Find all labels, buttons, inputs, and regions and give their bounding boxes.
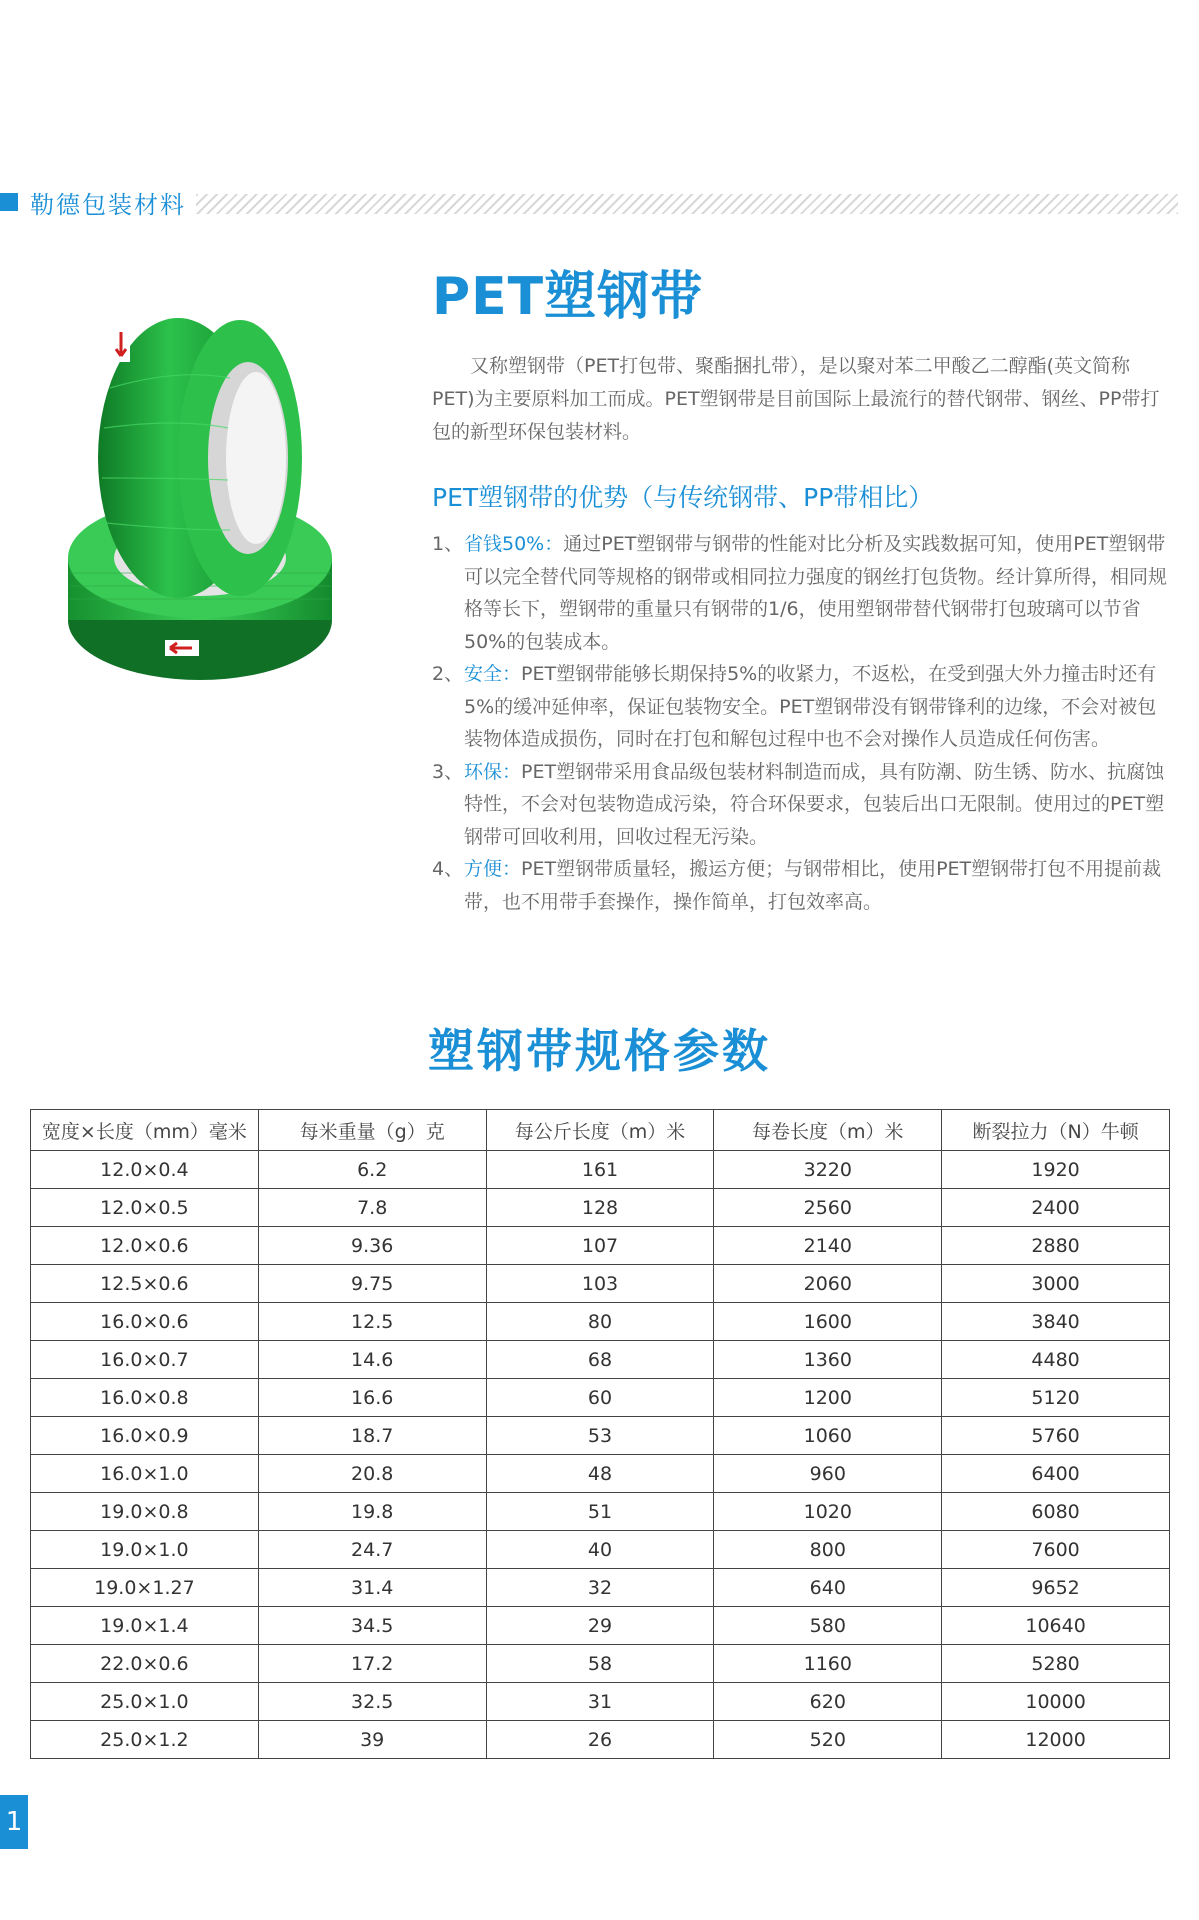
spec-table — [30, 1109, 1170, 1759]
product-title: PET塑钢带 — [432, 267, 704, 327]
spec-title: 塑钢带规格参数 — [428, 1024, 771, 1078]
advantage-number: 4、 — [432, 858, 464, 880]
table-cell: 19.0×1.27 — [31, 1569, 259, 1607]
table-cell: 40 — [486, 1531, 714, 1569]
advantage-text: PET塑钢带采用食品级包装材料制造而成，具有防潮、防生锈、防水、抗腐蚀特性，不会对包装物造成污染，符合环保要求，包装后出口无限制。使用过的PET塑钢带可回收利用，回收过程无污染。 — [464, 760, 1165, 848]
table-row — [31, 1151, 1170, 1189]
table-cell: 12000 — [942, 1721, 1170, 1759]
table-cell: 48 — [486, 1455, 714, 1493]
table-cell: 9.36 — [258, 1227, 486, 1265]
table-cell: 128 — [486, 1189, 714, 1227]
spec-table-body — [31, 1151, 1170, 1759]
table-cell: 20.8 — [258, 1455, 486, 1493]
header-cell: 每米重量（g）克 — [258, 1110, 486, 1151]
table-cell: 16.0×0.6 — [31, 1303, 259, 1341]
table-cell: 1020 — [714, 1493, 942, 1531]
brand-header — [0, 188, 1199, 222]
table-cell: 1360 — [714, 1341, 942, 1379]
table-cell: 6080 — [942, 1493, 1170, 1531]
table-cell: 80 — [486, 1303, 714, 1341]
page-number-tab — [0, 1795, 28, 1849]
table-cell: 19.0×1.4 — [31, 1607, 259, 1645]
table-cell: 800 — [714, 1531, 942, 1569]
table-cell: 2060 — [714, 1265, 942, 1303]
table-cell: 34.5 — [258, 1607, 486, 1645]
table-cell: 640 — [714, 1569, 942, 1607]
table-cell: 161 — [486, 1151, 714, 1189]
table-cell: 960 — [714, 1455, 942, 1493]
table-cell: 2140 — [714, 1227, 942, 1265]
table-row — [31, 1341, 1170, 1379]
table-cell: 22.0×0.6 — [31, 1645, 259, 1683]
table-cell: 18.7 — [258, 1417, 486, 1455]
table-row — [31, 1227, 1170, 1265]
table-cell: 12.0×0.4 — [31, 1151, 259, 1189]
table-cell: 12.5 — [258, 1303, 486, 1341]
table-cell: 68 — [486, 1341, 714, 1379]
table-row — [31, 1303, 1170, 1341]
table-cell: 6400 — [942, 1455, 1170, 1493]
advantage-text: PET塑钢带质量轻，搬运方便；与钢带相比，使用PET塑钢带打包不用提前裁带，也不用带手套操作，操作简单，打包效率高。 — [464, 858, 1162, 913]
table-cell: 5120 — [942, 1379, 1170, 1417]
advantage-text: 通过PET塑钢带与钢带的性能对比分析及实践数据可知，使用PET塑钢带可以完全替代同等规格的钢带或相同拉力强度的钢丝打包货物。经计算所得，相同规格等长下，塑钢带的重量只有钢带的1/6，使用塑钢带替代钢带打包玻璃可以节省50%的包装成本。 — [464, 533, 1168, 653]
table-cell: 25.0×1.0 — [31, 1683, 259, 1721]
advantage-number: 2、 — [432, 663, 464, 685]
table-cell: 3220 — [714, 1151, 942, 1189]
table-cell: 4480 — [942, 1341, 1170, 1379]
product-intro: 又称塑钢带（PET打包带、聚酯捆扎带），是以聚对苯二甲酸乙二醇酯(英文简称PET)为主要原料加工而成。PET塑钢带是目前国际上最流行的替代钢带、钢丝、PP带打包的新型环保包装材料。 — [432, 355, 1160, 443]
table-cell: 26 — [486, 1721, 714, 1759]
table-cell: 2400 — [942, 1189, 1170, 1227]
table-cell: 107 — [486, 1227, 714, 1265]
table-cell: 520 — [714, 1721, 942, 1759]
advantage-key: 方便： — [464, 858, 522, 880]
table-cell: 16.0×0.7 — [31, 1341, 259, 1379]
header-cell: 每卷长度（m）米 — [714, 1110, 942, 1151]
table-cell: 16.0×1.0 — [31, 1455, 259, 1493]
table-cell: 1600 — [714, 1303, 942, 1341]
table-cell: 39 — [258, 1721, 486, 1759]
advantage-item — [432, 853, 1172, 918]
advantage-number: 1、 — [432, 533, 464, 555]
table-cell: 6.2 — [258, 1151, 486, 1189]
table-cell: 103 — [486, 1265, 714, 1303]
table-cell: 3840 — [942, 1303, 1170, 1341]
table-cell: 32 — [486, 1569, 714, 1607]
header-cell: 断裂拉力（N）牛顿 — [942, 1110, 1170, 1151]
table-cell: 620 — [714, 1683, 942, 1721]
table-cell: 2880 — [942, 1227, 1170, 1265]
advantage-key: 省钱50%： — [464, 533, 564, 555]
table-cell: 16.0×0.9 — [31, 1417, 259, 1455]
advantage-text: PET塑钢带能够长期保持5%的收紧力，不返松，在受到强大外力撞击时还有5%的缓冲延伸率，保证包装物安全。PET塑钢带没有钢带锋利的边缘，不会对被包装物体造成损伤，同时在打包和解包过程中也不会对操作人员造成任何伤害。 — [464, 663, 1157, 750]
table-cell: 29 — [486, 1607, 714, 1645]
table-cell: 1200 — [714, 1379, 942, 1417]
header-cell: 宽度×长度（mm）毫米 — [31, 1110, 259, 1151]
decorative-stripes — [196, 194, 1178, 214]
table-row — [31, 1531, 1170, 1569]
table-cell: 1160 — [714, 1645, 942, 1683]
table-cell: 10000 — [942, 1683, 1170, 1721]
table-row — [31, 1189, 1170, 1227]
advantages-list — [432, 528, 1172, 918]
table-cell: 17.2 — [258, 1645, 486, 1683]
table-cell: 7600 — [942, 1531, 1170, 1569]
table-header-row — [31, 1110, 1170, 1151]
table-cell: 1920 — [942, 1151, 1170, 1189]
table-row — [31, 1417, 1170, 1455]
table-cell: 12.0×0.6 — [31, 1227, 259, 1265]
table-row — [31, 1683, 1170, 1721]
table-row — [31, 1607, 1170, 1645]
table-cell: 31.4 — [258, 1569, 486, 1607]
table-cell: 3000 — [942, 1265, 1170, 1303]
table-cell: 1060 — [714, 1417, 942, 1455]
table-cell: 16.6 — [258, 1379, 486, 1417]
advantage-number: 3、 — [432, 760, 464, 783]
table-cell: 2560 — [714, 1189, 942, 1227]
table-cell: 7.8 — [258, 1189, 486, 1227]
table-row — [31, 1265, 1170, 1303]
table-row — [31, 1645, 1170, 1683]
advantage-key: 安全： — [464, 663, 522, 685]
table-cell: 60 — [486, 1379, 714, 1417]
table-cell: 12.0×0.5 — [31, 1189, 259, 1227]
table-row — [31, 1569, 1170, 1607]
strap-coil-image — [50, 268, 360, 698]
table-cell: 580 — [714, 1607, 942, 1645]
table-cell: 9652 — [942, 1569, 1170, 1607]
table-cell: 5280 — [942, 1645, 1170, 1683]
table-row — [31, 1379, 1170, 1417]
table-cell: 51 — [486, 1493, 714, 1531]
page-number: 1 — [5, 1807, 23, 1837]
table-cell: 19.0×0.8 — [31, 1493, 259, 1531]
table-row — [31, 1721, 1170, 1759]
table-cell: 16.0×0.8 — [31, 1379, 259, 1417]
table-cell: 31 — [486, 1683, 714, 1721]
header-cell: 每公斤长度（m）米 — [486, 1110, 714, 1151]
advantage-key: 环保： — [464, 760, 522, 783]
advantage-item — [432, 756, 1172, 854]
advantage-item — [432, 658, 1172, 756]
brand-square-marker — [0, 193, 18, 211]
table-cell: 14.6 — [258, 1341, 486, 1379]
table-cell: 10640 — [942, 1607, 1170, 1645]
table-cell: 5760 — [942, 1417, 1170, 1455]
table-cell: 58 — [486, 1645, 714, 1683]
advantages-heading: PET塑钢带的优势（与传统钢带、PP带相比） — [432, 483, 934, 512]
table-cell: 53 — [486, 1417, 714, 1455]
table-cell: 12.5×0.6 — [31, 1265, 259, 1303]
table-cell: 9.75 — [258, 1265, 486, 1303]
table-cell: 24.7 — [258, 1531, 486, 1569]
brand-name: 勒德包装材料 — [30, 191, 186, 219]
table-cell: 19.8 — [258, 1493, 486, 1531]
advantage-item — [432, 528, 1172, 658]
table-row — [31, 1455, 1170, 1493]
table-cell: 32.5 — [258, 1683, 486, 1721]
table-cell: 19.0×1.0 — [31, 1531, 259, 1569]
table-cell: 25.0×1.2 — [31, 1721, 259, 1759]
table-row — [31, 1493, 1170, 1531]
